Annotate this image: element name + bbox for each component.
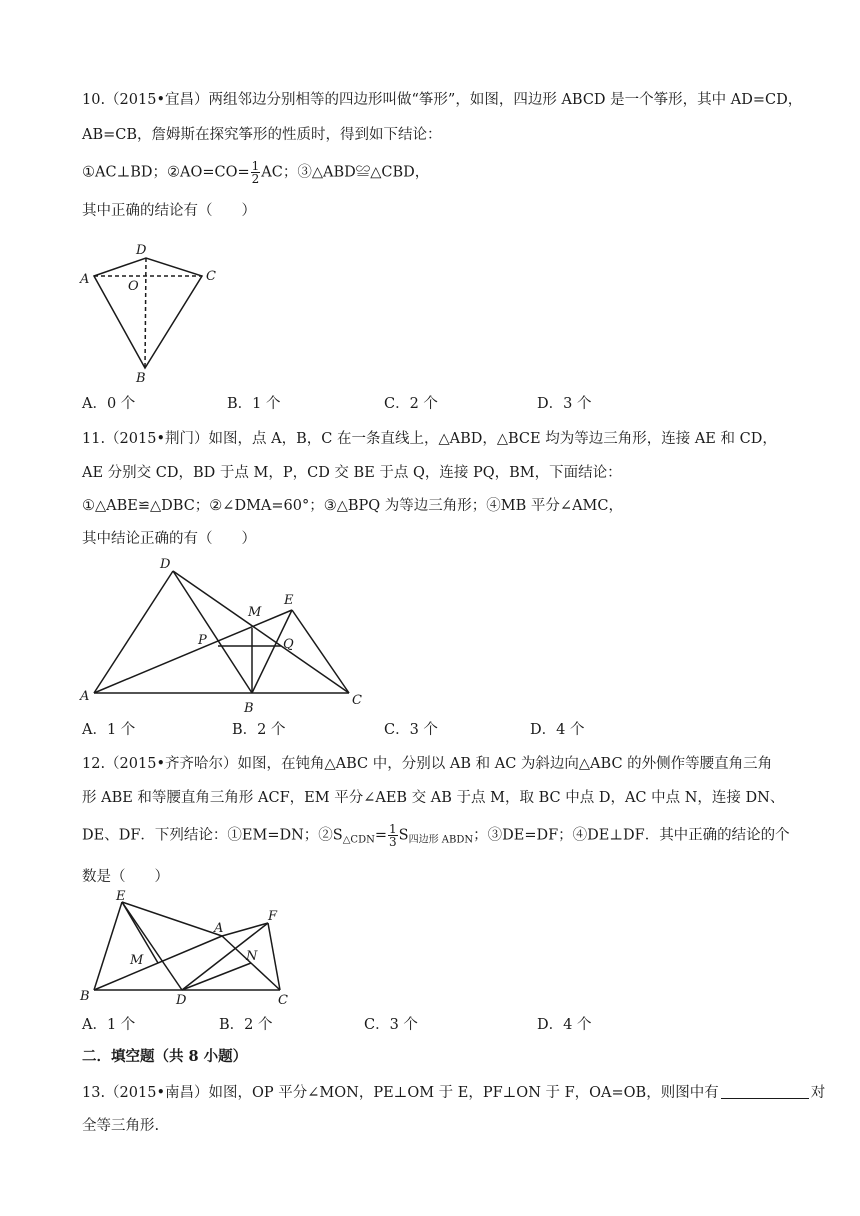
q12-subscript-cdn: △CDN bbox=[342, 834, 375, 846]
q12-conclusion-text-1: DE、DF．下列结论：①EM=DN；②S bbox=[82, 827, 343, 844]
q12-stem-line-2: 形 ABE 和等腰直角三角形 ACF，EM 平分∠AEB 交 AB 于点 M，取 BC 中点 D，AC 中点 N，连接 DN、 bbox=[82, 790, 785, 806]
label-d: D bbox=[136, 243, 147, 258]
label-b: B bbox=[244, 701, 254, 716]
side-be bbox=[94, 902, 122, 990]
q12-option-a[interactable]: A．1 个 bbox=[82, 1017, 136, 1033]
q10-stem-line-2: AB=CB，詹姆斯在探究筝形的性质时，得到如下结论： bbox=[82, 127, 442, 143]
label-o: O bbox=[128, 279, 139, 294]
q11-option-b[interactable]: B．2 个 bbox=[232, 722, 286, 738]
label-a: A bbox=[80, 689, 90, 704]
side-ec bbox=[292, 610, 349, 693]
section-heading-fill-in: 二．填空题（共 8 小题） bbox=[82, 1048, 248, 1065]
side-ea bbox=[122, 902, 222, 936]
segment-dn bbox=[182, 963, 251, 990]
q11-option-d[interactable]: D．4 个 bbox=[530, 722, 585, 738]
q12-option-b[interactable]: B．2 个 bbox=[219, 1017, 273, 1033]
q11-option-c[interactable]: C．3 个 bbox=[384, 722, 438, 738]
q12-question: 数是（ ） bbox=[82, 869, 169, 885]
q11-triangles-figure bbox=[78, 557, 378, 716]
label-a: A bbox=[80, 272, 90, 287]
q10-option-a[interactable]: A．0 个 bbox=[82, 396, 136, 412]
side-af bbox=[222, 923, 268, 936]
label-b: B bbox=[136, 371, 146, 386]
q12-isosceles-right-triangles-figure bbox=[78, 889, 308, 1012]
q12-equals: = bbox=[374, 827, 387, 844]
label-e: E bbox=[116, 889, 126, 904]
q12-stem-line-1: 12.（2015•齐齐哈尔）如图，在钝角△ABC 中，分别以 AB 和 AC 为斜边向△ABC 的外侧作等腰直角三角 bbox=[82, 756, 773, 772]
q11-conclusions: ①△ABE≌△DBC；②∠DMA=60°；③△BPQ 为等边三角形；④MB 平分∠AMC， bbox=[82, 498, 623, 514]
q12-option-d[interactable]: D．4 个 bbox=[537, 1017, 592, 1033]
q10-question: 其中正确的结论有（ ） bbox=[82, 203, 256, 219]
q13-stem-text-end: 对 bbox=[810, 1085, 826, 1101]
label-p: P bbox=[198, 633, 207, 648]
label-m: M bbox=[248, 605, 262, 620]
label-b: B bbox=[80, 989, 90, 1004]
q12-subscript-abdn: 四边形 ABDN bbox=[408, 834, 474, 846]
label-f: F bbox=[268, 909, 278, 924]
q12-conclusions bbox=[82, 823, 790, 851]
q12-fraction: $\frac{1}{3}$ bbox=[389, 822, 397, 849]
segment-ed bbox=[122, 902, 182, 990]
side-ad bbox=[94, 571, 173, 693]
label-m: M bbox=[130, 953, 144, 968]
q10-conclusions bbox=[82, 160, 429, 185]
q10-option-d[interactable]: D．3 个 bbox=[537, 396, 592, 412]
q10-option-b[interactable]: B．1 个 bbox=[227, 396, 281, 412]
label-c: C bbox=[206, 269, 216, 284]
label-q: Q bbox=[283, 637, 294, 652]
q10-fraction: $\frac{1}{2}$ bbox=[251, 159, 260, 186]
label-a: A bbox=[214, 921, 224, 936]
label-d: D bbox=[176, 993, 187, 1008]
q13-stem-line-1 bbox=[82, 1083, 825, 1103]
q13-answer-blank[interactable] bbox=[721, 1084, 809, 1099]
q11-stem-line-1: 11.（2015•荆门）如图，点 A，B，C 在一条直线上，△ABD，△BCE 均为等边三角形，连接 AE 和 CD， bbox=[82, 431, 777, 447]
q10-stem-line-1: 10.（2015•宜昌）两组邻边分别相等的四边形叫做“筝形”，如图，四边形 ABCD 是一个筝形，其中 AD=CD， bbox=[82, 92, 803, 108]
q12-option-c[interactable]: C．3 个 bbox=[364, 1017, 418, 1033]
segment-ae bbox=[94, 610, 292, 693]
q11-question: 其中结论正确的有（ ） bbox=[82, 531, 256, 547]
q12-conclusion-text-2: ；③DE=DF；④DE⊥DF．其中正确的结论的个 bbox=[473, 827, 790, 844]
label-c: C bbox=[352, 693, 362, 708]
label-c: C bbox=[278, 993, 288, 1008]
q10-option-c[interactable]: C．2 个 bbox=[384, 396, 438, 412]
kite-abcd bbox=[94, 258, 202, 368]
q11-stem-line-2: AE 分别交 CD，BD 于点 M，P，CD 交 BE 于点 Q，连接 PQ，BM，下面结论： bbox=[82, 465, 622, 481]
q10-conclusion-text-1: ①AC⊥BD；②AO=CO= bbox=[82, 164, 250, 181]
diagonal-bd bbox=[145, 258, 146, 368]
q10-conclusion-text-2: AC；③△ABD≌△CBD， bbox=[261, 164, 430, 181]
label-n: N bbox=[246, 949, 258, 964]
label-d: D bbox=[160, 557, 171, 572]
q11-option-a[interactable]: A．1 个 bbox=[82, 722, 136, 738]
q13-stem-line-2: 全等三角形. bbox=[82, 1118, 160, 1134]
q12-area-symbol: S bbox=[398, 827, 409, 844]
q13-stem-text: 13.（2015•南昌）如图，OP 平分∠MON，PE⊥OM 于 E，PF⊥ON 于 F，OA=OB，则图中有 bbox=[82, 1085, 719, 1101]
label-e: E bbox=[284, 593, 294, 608]
q10-kite-figure bbox=[78, 243, 228, 388]
